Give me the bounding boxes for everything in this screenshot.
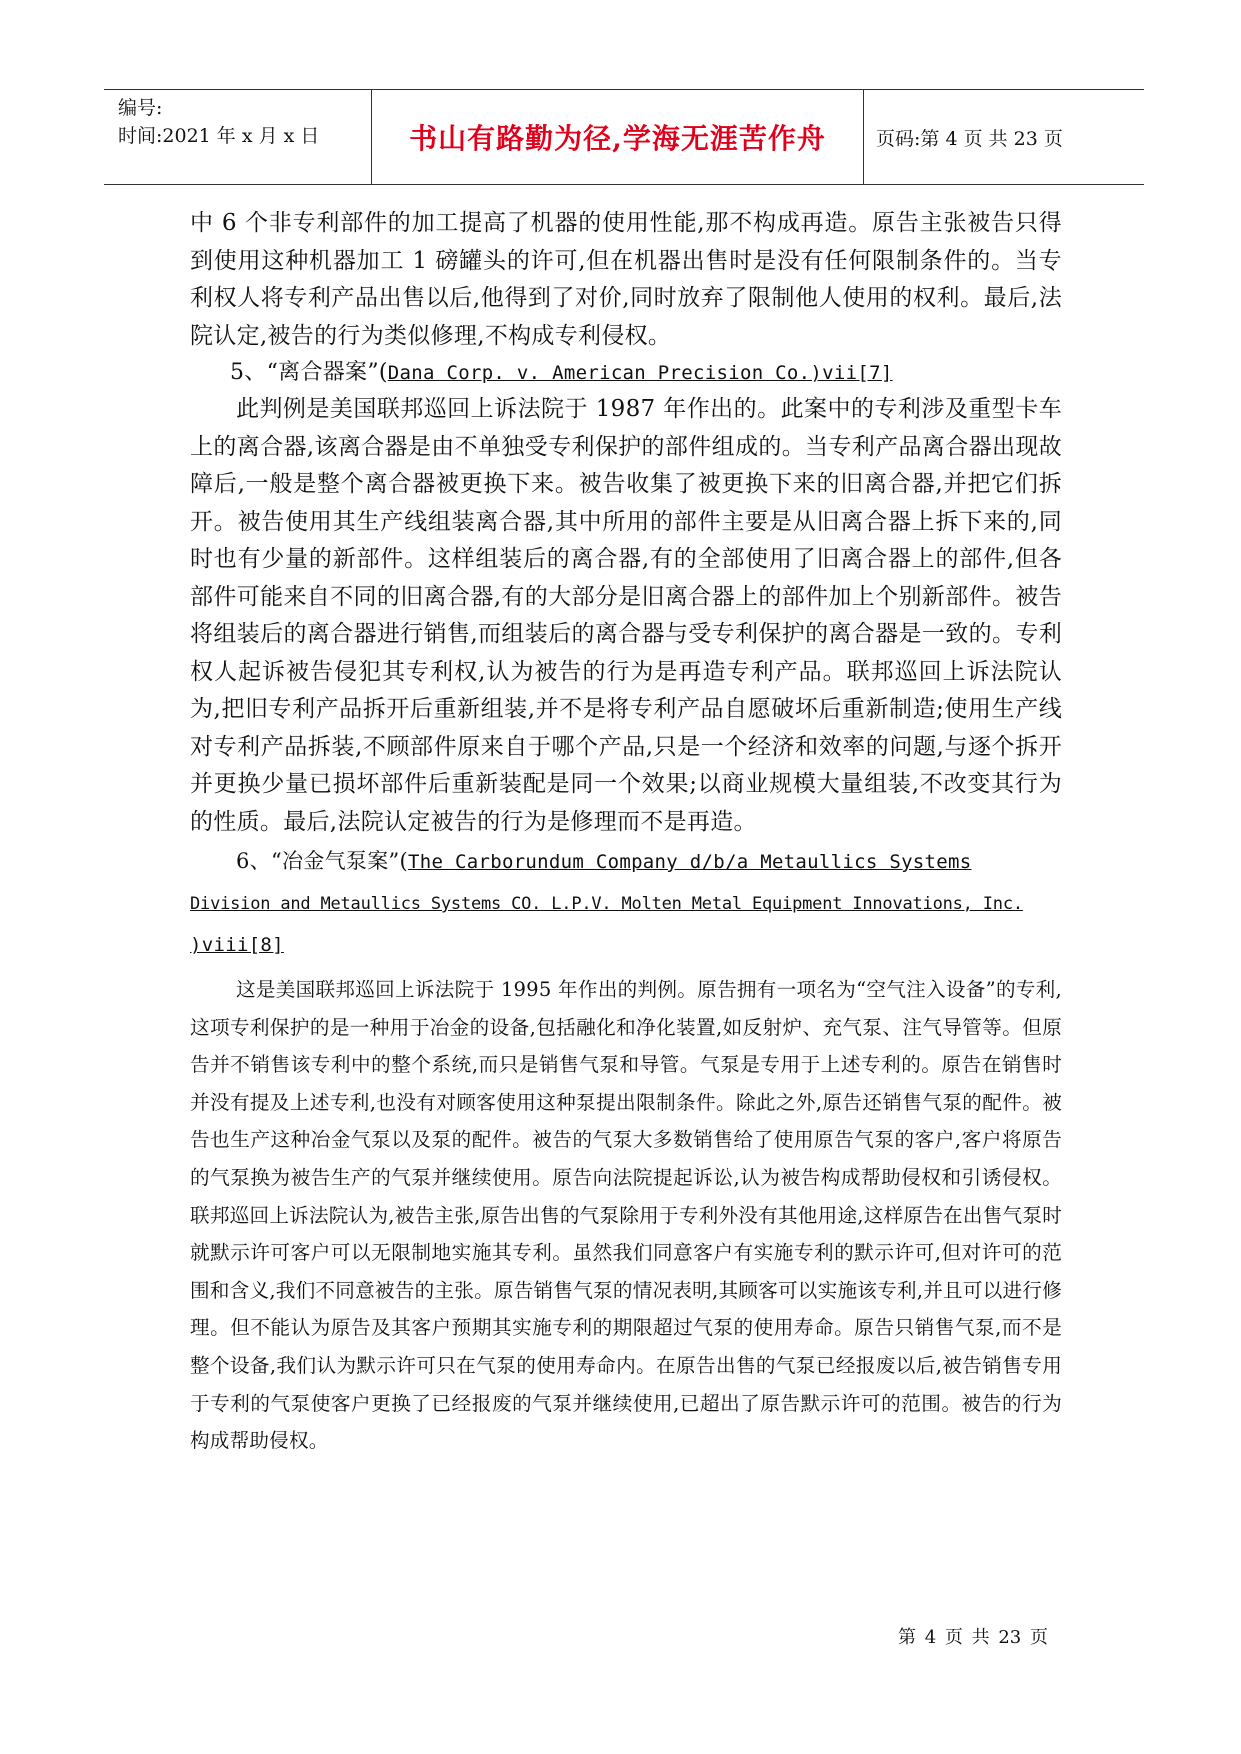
page-footer: 第 4 页 共 23 页 <box>898 1627 1048 1648</box>
paragraph-case6: 这是美国联邦巡回上诉法院于 1995 年作出的判例。原告拥有一项名为“空气注入设备”的专利,这项专利保护的是一种用于冶金的设备,包括融化和净化装置,如反射炉、充气泵、注气导管等。但原告并不销售该专利中的整个系统,而只是销售气泵和导管。气泵是专用于上述专利的。原告在销售时并没有提及上述专利,也没有对顾客使用这种泵提出限制条件。除此之外,原告还销售气泵的配件。被告也生产这种冶金气泵以及泵的配件。被告的气泵大多数销售给了使用原告气泵的客户,客户将原告的气泵换为被告生产的气泵并继续使用。原告向法院提起诉讼,认为被告构成帮助侵权和引诱侵权。联邦巡回上诉法院认为,被告主张,原告出售的气泵除用于专利外没有其他用途,这样原告在出售气泵时就默示许可客户可以无限制地实施其专利。虽然我们同意客户有实施专利的默示许可,但对许可的范围和含义,我们不同意被告的主张。原告销售气泵的情况表明,其顾客可以实施该专利,并且可以进行修理。但不能认为原告及其客户预期其实施专利的期限超过气泵的使用寿命。原告只销售气泵,而不是整个设备,我们认为默示许可只在气泵的使用寿命内。在原告出售的气泵已经报废以后,被告销售专用于专利的气泵使客户更换了已经报废的气泵并继续使用,已超出了原告默示许可的范围。被告的行为构成帮助侵权。 <box>190 978 1062 1453</box>
paragraph-case4-conclusion: 中 6 个非专利部件的加工提高了机器的使用性能,那不构成再造。原告主张被告只得到使用这种机器加工 1 磅罐头的许可,但在机器出售时是没有任何限制条件的。当专利权人将专利产品出售以后,他得到了对价,同时放弃了限制他人使用的权利。最后,法院认定,被告的行为类似修理,不构成专利侵权。 <box>190 210 1062 349</box>
document-time-label: 时间:2021 年 x 月 x 日 <box>118 125 320 147</box>
case6-heading-cont2 <box>190 924 1062 965</box>
case6-heading-cont <box>190 882 1062 924</box>
case6-case-name-line2[interactable]: Division and Metaullics Systems CO. L.P.V. Molten Metal Equipment Innovations, Inc. <box>190 894 1023 914</box>
case6-prefix: 6、“冶金气泵案”( <box>236 849 409 873</box>
page-header <box>104 89 1144 185</box>
case5-prefix: 5、“离合器案”( <box>230 360 388 385</box>
header-page-label: 页码:第 4 页 共 23 页 <box>876 127 1063 150</box>
document-number-label: 编号: <box>118 97 163 119</box>
paragraph-case5: 此判例是美国联邦巡回上诉法院于 1987 年作出的。此案中的专利涉及重型卡车上的离合器,该离合器是由不单独受专利保护的部件组成的。当专利产品离合器出现故障后,一般是整个离合器被更换下来。被告收集了被更换下来的旧离合器,并把它们拆开。被告使用其生产线组装离合器,其中所用的部件主要是从旧离合器上拆下来的,同时也有少量的新部件。这样组装后的离合器,有的全部使用了旧离合器上的部件,但各部件可能来自不同的旧离合器,有的大部分是旧离合器上的部件加上个别新部件。被告将组装后的离合器进行销售,而组装后的离合器与受专利保护的离合器是一致的。专利权人起诉被告侵犯其专利权,认为被告的行为是再造专利产品。联邦巡回上诉法院认为,把旧专利产品拆开后重新组装,并不是将专利产品自愿破坏后重新制造;使用生产线对专利产品拆装,不顾部件原来自于哪个产品,只是一个经济和效率的问题,与逐个拆开并更换少量已损坏部件后重新装配是同一个效果;以商业规模大量组装,不改变其行为的性质。最后,法院认定被告的行为是修理而不是再造。 <box>190 396 1062 835</box>
document-body <box>190 205 1062 1460</box>
case6-heading <box>190 841 1062 882</box>
header-meta <box>104 90 372 184</box>
case6-case-name-line1[interactable]: The Carborundum Company d/b/a Metaullics Systems <box>408 851 972 873</box>
header-motto: 书山有路勤为径,学海无涯苦作舟 <box>372 90 864 184</box>
case5-case-name-link[interactable]: Dana Corp. v. American Precision Co.)vii[7] <box>387 362 893 384</box>
case5-heading <box>230 355 1062 391</box>
case6-case-name-line3[interactable]: )viii[8] <box>190 934 284 956</box>
